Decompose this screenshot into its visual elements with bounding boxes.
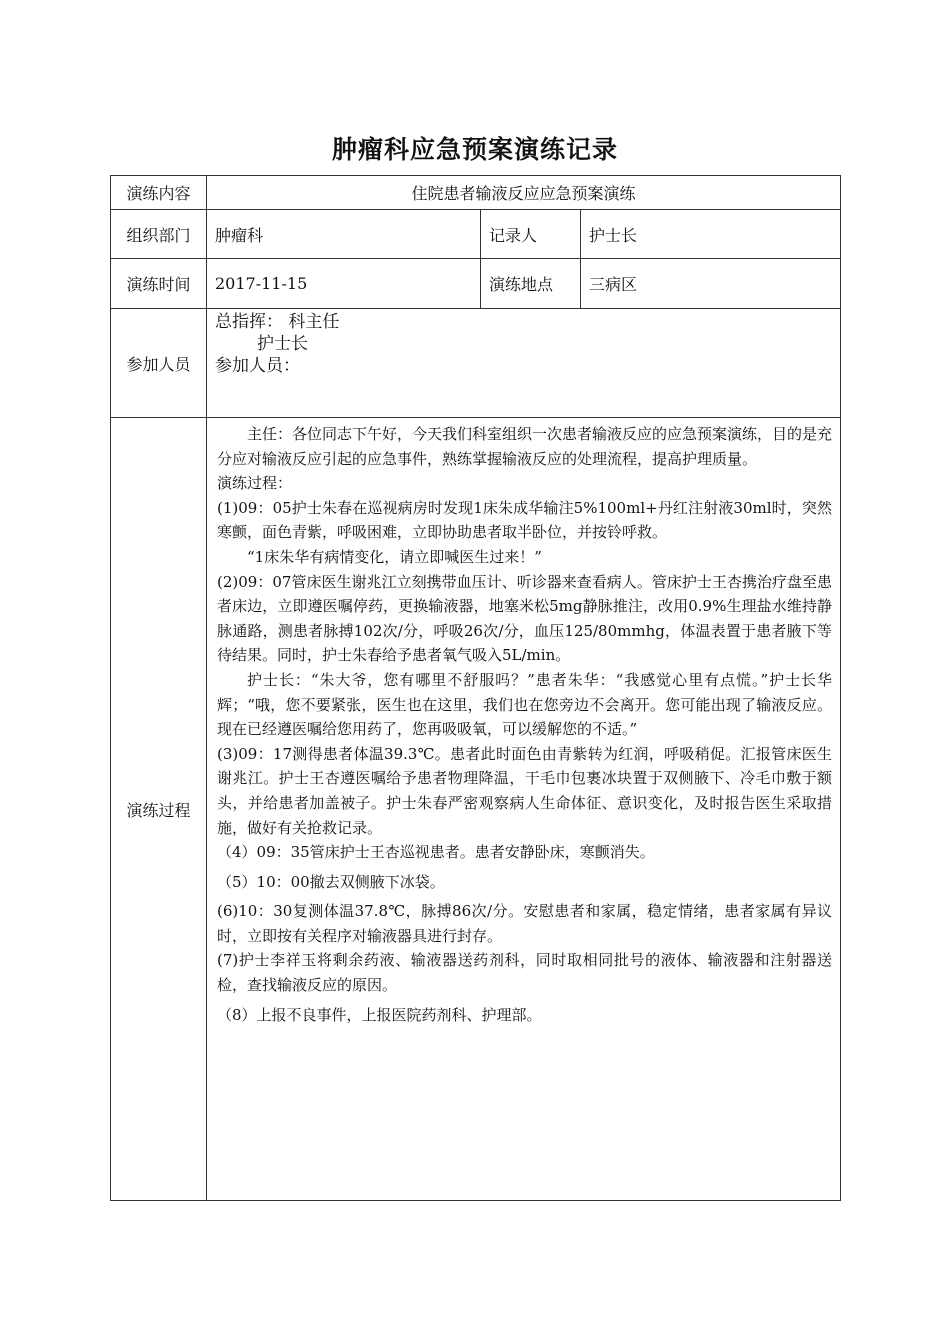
recorder-label: 记录人 (481, 210, 581, 259)
process-step-4: （4）09：35管床护士王杏巡视患者。患者安静卧床，寒颤消失。 (217, 843, 655, 862)
row-participants (111, 309, 841, 418)
place-value: 三病区 (581, 259, 841, 309)
time-label: 演练时间 (111, 259, 207, 309)
process-label: 演练过程 (111, 418, 207, 1201)
participants-label: 参加人员 (111, 309, 207, 418)
recorder-value: 护士长 (581, 210, 841, 259)
row-content (111, 176, 841, 210)
process-heading: 演练过程： (217, 474, 293, 493)
dept-label: 组织部门 (111, 210, 207, 259)
process-step-2-dialog: 护士长：“朱大爷，您有哪里不舒服吗？”患者朱华：“我感觉心里有点慌。”护士长华辉；“哦，您不要紧张，医生也在这里，我们也在您旁边不会离开。您可能出现了输液反应。现在已经遵医嘱给您用药了，您再吸吸氧，可以缓解您的不适。” (217, 670, 833, 739)
process-step-7: (7)护士李祥玉将剩余药液、输液器送药剂科，同时取相同批号的液体、输液器和注射器送检，查找输液反应的原因。 (217, 951, 833, 995)
process-step-3: (3)09：17测得患者体温39.3℃。患者此时面色由青紫转为红润，呼吸稍促。汇报管床医生谢兆江。护士王杏遵医嘱给予患者物理降温，干毛巾包裹冰块置于双侧腋下、冷毛巾敷于额头，并给患者加盖被子。护士朱春严密观察病人生命体征、意识变化，及时报告医生采取措施，做好有关抢救记录。 (217, 744, 833, 837)
process-step-1-quote: “1床朱华有病情变化，请立即喊医生过来！” (247, 547, 542, 566)
time-value: 2017-11-15 (207, 259, 481, 309)
row-time (111, 259, 841, 309)
commander-line: 总指挥： 科主任 (215, 312, 340, 332)
row-process (111, 418, 841, 1201)
process-step-5: （5）10：00撤去双侧腋下冰袋。 (217, 872, 445, 891)
head-nurse-line: 护士长 (257, 334, 308, 354)
dept-value: 肿瘤科 (207, 210, 481, 259)
drill-record-table (110, 175, 841, 1201)
process-step-6: (6)10：30复测体温37.8℃，脉搏86次/分。安慰患者和家属，稳定情绪，患者家属有异议时，立即按有关程序对输液器具进行封存。 (217, 902, 833, 945)
process-step-1: (1)09：05护士朱春在巡视病房时发现1床朱成华输注5%100ml+丹红注射液30ml时，突然寒颤，面色青紫，呼吸困难，立即协助患者取半卧位，并按铃呼救。 (217, 498, 833, 542)
row-department (111, 210, 841, 259)
process-step-2: (2)09：07管床医生谢兆江立刻携带血压计、听诊器来查看病人。管床护士王杏携治疗盘至患者床边，立即遵医嘱停药，更换输液器，地塞米松5mg静脉推注，改用0.9%生理盐水维持静脉通路，测患者脉搏102次/分，呼吸26次/分，血压125/80mmhg，体温表置于患者腋下等待结果。同时，护士朱春给予患者氧气吸入5L/min。 (217, 572, 833, 665)
content-label: 演练内容 (111, 176, 207, 210)
process-cell (207, 418, 841, 1201)
participants-line: 参加人员： (215, 356, 300, 376)
place-label: 演练地点 (481, 259, 581, 309)
process-step-8: （8）上报不良事件，上报医院药剂科、护理部。 (217, 1005, 542, 1024)
content-value: 住院患者输液反应应急预案演练 (207, 176, 841, 210)
participants-cell (207, 309, 841, 418)
process-intro: 主任：各位同志下午好，今天我们科室组织一次患者输液反应的应急预案演练，目的是充分应对输液反应引起的应急事件，熟练掌握输液反应的处理流程，提高护理质量。 (217, 425, 833, 468)
document-title: 肿瘤科应急预案演练记录 (331, 135, 618, 164)
